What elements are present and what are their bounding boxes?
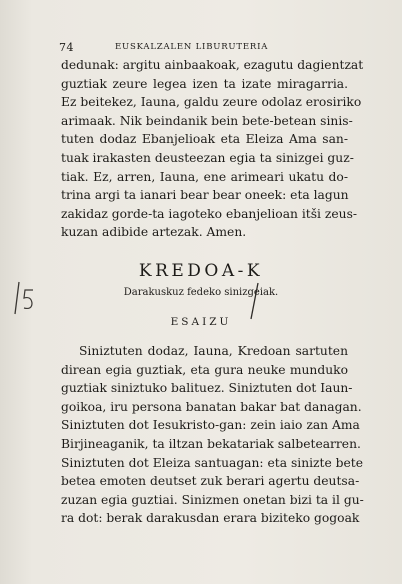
text-line: Siniztuten dot Iesukristo-gan: zein iaio zan Ama	[61, 418, 360, 433]
paragraph-prayer	[61, 56, 364, 242]
text-line: Siniztuten dot Eleiza santuagan: eta sinizte bete	[61, 455, 364, 470]
text-line: tuten dodaz Ebanjelioak eta Eleiza Ama san-	[61, 132, 348, 147]
text-line: Birjineaganik, ta iltzan bekatariak salbetearren.	[61, 436, 361, 451]
paragraph-creed	[61, 342, 364, 528]
text-line: zakidaz gorde-ta iagoteko ebanjelioan itši zeus-	[61, 206, 358, 221]
text-line: guztiak zeure legea izen ta izate miragarria.	[61, 76, 348, 91]
subheading: ESAIZU	[170, 316, 232, 328]
text-line: arimaak. Nik beindanik bein bete-betean sinis-	[61, 113, 353, 128]
running-head-title: EUSKALZALEN LIBURUTERIA	[115, 42, 269, 52]
text-line: betea emoten deutset zuk berari agertu deutsa-	[61, 474, 360, 489]
text-line: guztiak siniztuko balituez. Siniztuten dot Iaun-	[61, 381, 353, 396]
handwritten-margin-note	[13, 278, 43, 318]
text-line: dedunak: argitu ainbaakoak, ezagutu dagientzat	[61, 58, 364, 72]
text-line: Ez beitekez, Iauna, galdu zeure odolaz erosiriko	[61, 95, 362, 110]
text-line: kuzan adibide artezak. Amen.	[61, 225, 247, 240]
text-line: tuak irakasten deusteezan egia ta sinizgei guz-	[61, 150, 354, 165]
text-line: Siniztuten dodaz, Iauna, Kredoan sartuten	[79, 344, 348, 358]
text-line: goikoa, iru persona banatan bakar bat danagan.	[61, 399, 362, 414]
text-line: tiak. Ez, arren, Iauna, ene arimeari ukatu do-	[61, 169, 348, 184]
text-line: direan egia guztiak, eta gura neuke munduko	[61, 362, 348, 377]
pencil-mark	[247, 281, 261, 321]
section-title: KREDOA-K	[138, 261, 264, 281]
text-line: zuzan egia guztiai. Sinizmen onetan bizi ta il gu-	[61, 492, 364, 507]
text-line: trina argi ta ianari bear bear oneek: eta lagun	[61, 188, 349, 203]
text-line: ra dot: berak darakusdan erara biziteko gogoak	[61, 511, 360, 526]
section-subtitle: Darakuskuz fedeko sinizgeiak.	[123, 287, 279, 298]
running-head	[59, 41, 359, 55]
page-number: 74	[59, 41, 74, 54]
